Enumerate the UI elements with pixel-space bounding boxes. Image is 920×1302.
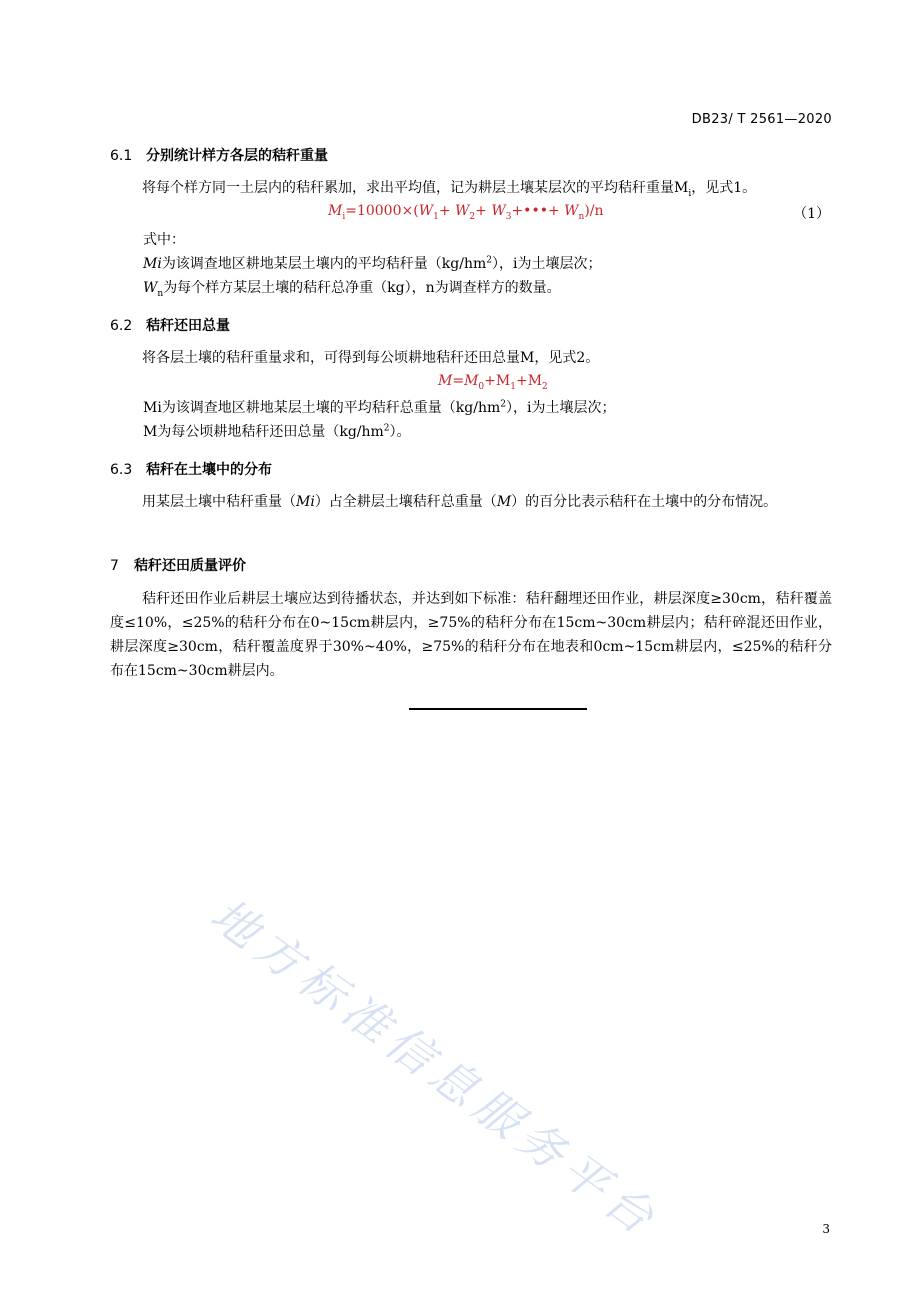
section-number: 7 <box>110 558 119 574</box>
section-number: 6.2 <box>110 318 133 334</box>
section-number: 6.1 <box>110 148 133 164</box>
section-title: 分别统计样方各层的秸秆重量 <box>146 148 328 164</box>
section-number: 6.3 <box>110 462 133 478</box>
paragraph: 将各层土壤的秸秆重量求和，可得到每公顷耕地秸秆还田总量M，见式2。 <box>142 350 600 366</box>
definition-line: M为每公顷耕地秸秆还田总量$(kg/hm^2)$。 <box>143 423 411 440</box>
paragraph: 将每个样方同一土层内的秸秆累加，求出平均值，记为耕层土壤某层次的平均秸秆重量$M_i$，见式1。 <box>142 180 757 199</box>
page-number: 3 <box>822 1222 830 1236</box>
definition-line: Mi为该调查地区耕地某层土壤的平均秸秆总重量$(kg/hm^2)$，i为土壤层次； <box>143 399 616 416</box>
end-rule <box>409 708 587 710</box>
paragraph: 用某层土壤中秸秆重量（Mi）占全耕层土壤秸秆总重量（M）的百分比表示秸秆在土壤中的分布情况。 <box>142 494 778 510</box>
where-label: 式中： <box>143 232 185 248</box>
section-title: 秸秆还田质量评价 <box>134 558 246 574</box>
section-heading-6-3 <box>110 459 272 479</box>
section-heading-7 <box>110 555 246 575</box>
section-title: 秸秆在土壤中的分布 <box>146 462 272 478</box>
definition-line: Mi为该调查地区耕地某层土壤内的平均秸秆量$(kg/hm^2)$，i为土壤层次； <box>143 255 602 272</box>
section-heading-6-2 <box>110 315 230 335</box>
watermark: 地方标准信息服务平台 <box>200 887 670 1249</box>
formula-1: $M_i=10000\times(W_1+ W_2+$ $W_3+•••+ W_n)/n$ <box>328 203 604 222</box>
section-title: 秸秆还田总量 <box>146 318 230 334</box>
definition-line: $W_n$为每个样方某层土壤的秸秆总净重（kg），n为调查样方的数量。 <box>143 280 561 299</box>
paragraph: 秸秆还田作业后耕层土壤应达到待播状态，并达到如下标准：秸秆翻埋还田作业，耕层深度≥30cm，秸秆覆盖度≤10%，≤25%的秸秆分布在0~15cm耕层内，≥75%的秸秆分布在15cm~30cm耕层内；秸秆碎混还田作业，耕层深度≥30cm，秸秆覆盖度界于30%~40%，≥75%的秸秆分布在地表和0cm~15cm耕层内，≤25%的秸秆分布在15cm~30cm耕层内。 <box>110 591 832 679</box>
section-heading-6-1 <box>110 145 328 165</box>
equation-number: （1） <box>793 206 830 222</box>
formula-2: $M=M_0+M_1+M_2$ <box>438 373 548 392</box>
document-code: DB23/ T 2561—2020 <box>691 112 832 127</box>
